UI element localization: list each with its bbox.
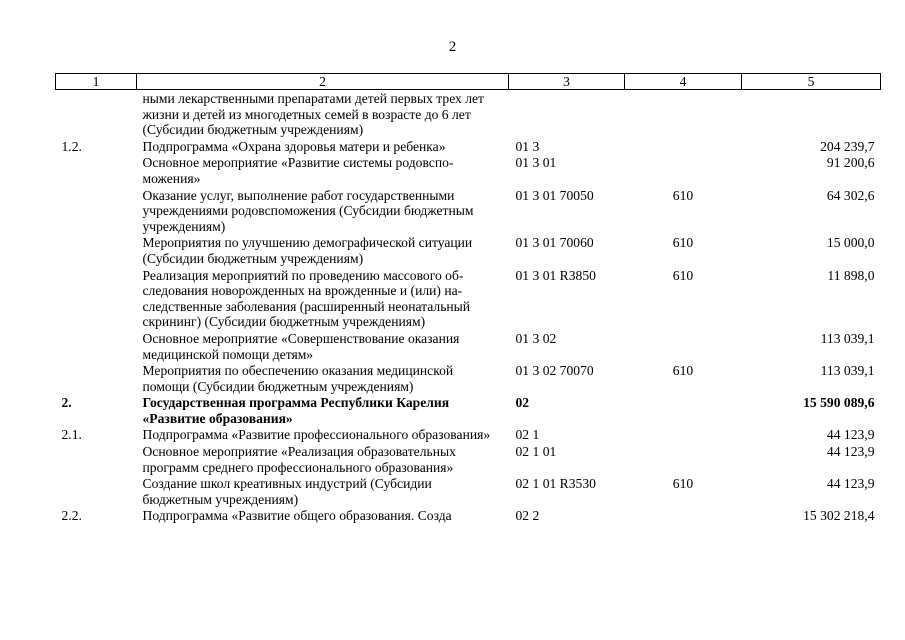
column-header-3: 3	[509, 74, 625, 90]
column-header-4: 4	[625, 74, 742, 90]
table-row	[56, 443, 881, 475]
row-name: Подпрограмма «Развитие общего образования. Созда	[142, 508, 452, 524]
row-amount: 113 039,1	[820, 363, 875, 379]
row-expense-type: 610	[672, 476, 694, 492]
row-expense-type: 610	[672, 235, 694, 251]
row-number	[56, 90, 137, 138]
row-amount: 11 898,0	[827, 267, 875, 283]
row-code: 01 3 02 70070	[515, 363, 594, 379]
row-amount	[742, 90, 881, 138]
row-name: Реализация мероприятий по проведению массового обследования новорожденных на врожденные и (или) наследственные заболевания (расширенный неонатальный скрининг) (Субсидии бюджетным учреждениям)	[142, 267, 471, 330]
row-number	[56, 330, 137, 362]
row-amount: 44 123,9	[826, 476, 875, 492]
row-name: Основное мероприятие «Развитие системы родовспоможения»	[142, 155, 454, 186]
row-number	[56, 475, 137, 507]
column-header-2: 2	[137, 74, 509, 90]
row-expense-type	[625, 394, 742, 426]
row-number: 2.2.	[61, 508, 82, 524]
table-row	[56, 394, 881, 426]
row-number	[56, 267, 137, 330]
row-amount: 91 200,6	[826, 155, 875, 171]
row-number: 1.2.	[61, 138, 82, 154]
page-number: 2	[448, 39, 457, 55]
row-amount: 15 000,0	[826, 235, 875, 251]
table-row	[56, 507, 881, 524]
row-expense-type: 610	[672, 187, 694, 203]
row-expense-type: 610	[672, 267, 694, 283]
row-name: Подпрограмма «Охрана здоровья матери и ребенка»	[142, 138, 446, 154]
row-expense-type: 610	[672, 363, 694, 379]
row-amount: 15 590 089,6	[803, 395, 875, 411]
table-row	[56, 475, 881, 507]
row-code: 02	[515, 395, 530, 411]
row-name: Мероприятия по улучшению демографической ситуации (Субсидии бюджетным учреждениям)	[142, 235, 473, 266]
row-amount: 204 239,7	[820, 138, 875, 154]
table-row	[56, 330, 881, 362]
row-amount: 44 123,9	[826, 444, 875, 460]
row-number	[56, 234, 137, 266]
budget-table	[55, 73, 881, 524]
row-number: 2.1.	[61, 427, 82, 443]
row-amount: 44 123,9	[826, 427, 875, 443]
column-number-row	[56, 74, 881, 90]
row-name: Государственная программа Республики Карелия «Развитие образования»	[142, 395, 450, 426]
row-code: 01 3 02	[515, 330, 557, 346]
table-row	[56, 90, 881, 138]
row-number	[56, 154, 137, 186]
column-header-5: 5	[742, 74, 881, 90]
row-expense-type	[625, 443, 742, 475]
row-amount: 113 039,1	[820, 330, 875, 346]
row-expense-type	[625, 138, 742, 155]
row-expense-type	[625, 330, 742, 362]
column-header-1: 1	[56, 74, 137, 90]
row-number	[56, 187, 137, 235]
row-code: 01 3	[515, 138, 540, 154]
row-expense-type	[625, 507, 742, 524]
row-number: 2.	[61, 395, 72, 411]
row-code: 01 3 01 70050	[515, 187, 594, 203]
table-row	[56, 154, 881, 186]
row-name: Основное мероприятие «Реализация образовательных программ среднего профессионального образования»	[142, 444, 456, 475]
row-code: 02 1	[515, 427, 540, 443]
row-number	[56, 362, 137, 394]
table-row	[56, 362, 881, 394]
row-name: ными лекарственными препаратами детей первых трех лет жизни и детей из многодетных семей в возрасте до 6 лет (Субсидии бюджетным учреждениям)	[142, 91, 485, 138]
row-number	[56, 443, 137, 475]
table-row	[56, 138, 881, 155]
row-expense-type	[625, 426, 742, 443]
row-code: 01 3 01 R3850	[515, 267, 596, 283]
row-name: Подпрограмма «Развитие профессионального образования»	[142, 427, 491, 443]
row-amount: 64 302,6	[826, 187, 875, 203]
row-code: 01 3 01	[515, 155, 557, 171]
row-code: 02 1 01 R3530	[515, 476, 596, 492]
row-name: Создание школ креативных индустрий (Субсидии бюджетным учреждениям)	[142, 476, 432, 507]
row-code: 01 3 01 70060	[515, 235, 594, 251]
row-expense-type	[625, 154, 742, 186]
row-name: Оказание услуг, выполнение работ государственными учреждениями родовспоможения (Субсидии бюджетным учреждениям)	[142, 187, 474, 234]
row-expense-type	[625, 90, 742, 138]
table-row	[56, 234, 881, 266]
row-code	[509, 90, 625, 138]
row-amount: 15 302 218,4	[803, 508, 875, 524]
row-code: 02 2	[515, 508, 540, 524]
row-name: Мероприятия по обеспечению оказания медицинской помощи (Субсидии бюджетным учреждениям)	[142, 363, 454, 394]
table-body	[56, 90, 881, 525]
table-row	[56, 187, 881, 235]
row-code: 02 1 01	[515, 444, 557, 460]
table-row	[56, 267, 881, 330]
table-row	[56, 426, 881, 443]
row-name: Основное мероприятие «Совершенствование оказания медицинской помощи детям»	[142, 330, 460, 362]
